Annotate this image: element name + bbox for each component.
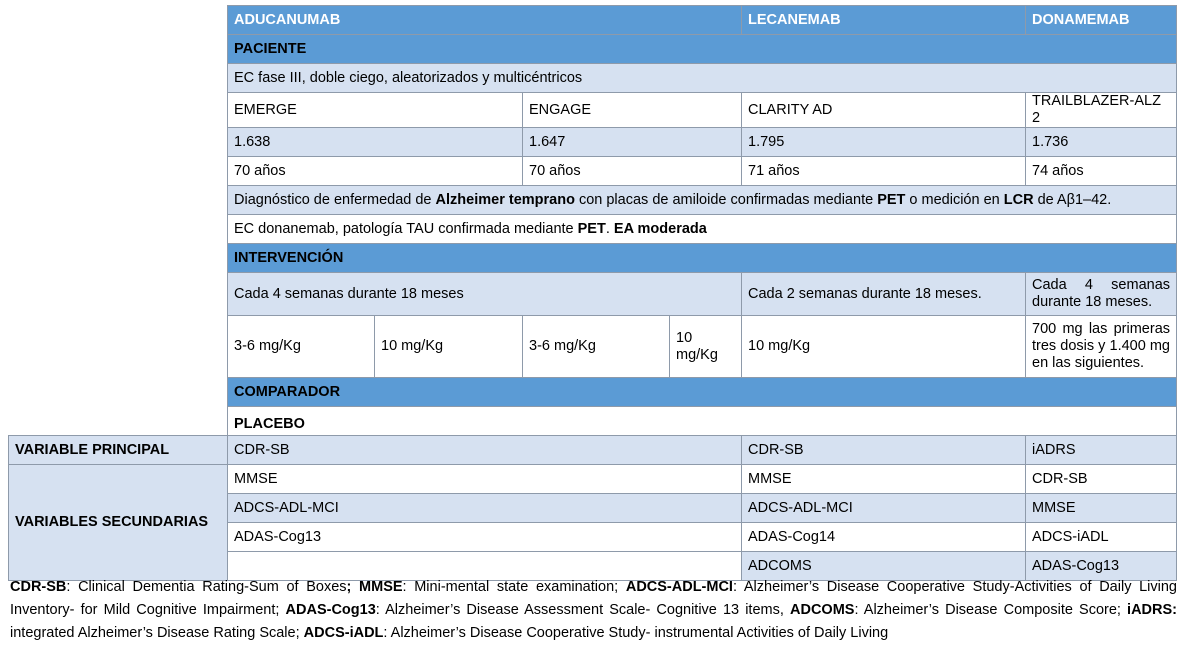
patient-age: 74 años bbox=[1026, 157, 1177, 186]
table-cell: MMSE bbox=[228, 465, 742, 494]
table-row bbox=[9, 157, 1177, 186]
primary-variable-label: VARIABLE PRINCIPAL bbox=[9, 436, 228, 465]
table-row bbox=[9, 407, 1177, 436]
table-cell: ADAS-Cog13 bbox=[1026, 552, 1177, 581]
frequency-aducanumab: Cada 4 semanas durante 18 meses bbox=[228, 273, 742, 316]
patient-count: 1.638 bbox=[228, 128, 523, 157]
comparison-table bbox=[8, 5, 1177, 581]
table-cell: CDR-SB bbox=[1026, 465, 1177, 494]
section-comparador bbox=[9, 378, 1177, 407]
patient-age: 70 años bbox=[228, 157, 523, 186]
header-row bbox=[9, 6, 1177, 35]
table-row bbox=[9, 273, 1177, 316]
table-cell: ADCS-ADL-MCI bbox=[228, 494, 742, 523]
table-cell: CDR-SB bbox=[228, 436, 742, 465]
table-row bbox=[9, 316, 1177, 378]
header-aducanumab: ADUCANUMAB bbox=[228, 6, 742, 35]
patient-age: 70 años bbox=[523, 157, 742, 186]
trial-name: CLARITY AD bbox=[742, 93, 1026, 128]
donanemab-criteria: EC donanemab, patología TAU confirmada mediante PET. EA moderada bbox=[228, 215, 1177, 244]
dose: 10 mg/Kg bbox=[375, 316, 523, 378]
header-lecanemab: LECANEMAB bbox=[742, 6, 1026, 35]
abbr-term: ; MMSE bbox=[346, 579, 403, 595]
table-row bbox=[9, 436, 1177, 465]
frequency-lecanemab: Cada 2 semanas durante 18 meses. bbox=[742, 273, 1026, 316]
dose: 10 mg/Kg bbox=[742, 316, 1026, 378]
table-row bbox=[9, 64, 1177, 93]
table-row bbox=[9, 128, 1177, 157]
abbr-term: ADAS-Cog13 bbox=[285, 602, 376, 618]
abbr-term: CDR-SB bbox=[10, 579, 67, 595]
abbr-term: ADCOMS bbox=[790, 602, 855, 618]
frequency-donanemab: Cada 4 semanas durante 18 meses. bbox=[1026, 273, 1177, 316]
table-cell: ADCS-iADL bbox=[1026, 523, 1177, 552]
abbr-definition: : Alzheimer’s Disease Composite Score; bbox=[854, 602, 1128, 618]
section-title: COMPARADOR bbox=[228, 378, 1177, 407]
abbr-term: ADCS-ADL-MCI bbox=[625, 579, 733, 595]
abbr-definition: integrated Alzheimer’s Disease Rating Scale; bbox=[10, 625, 304, 641]
secondary-variables-label: VARIABLES SECUNDARIAS bbox=[9, 465, 228, 581]
abbr-definition: : Mini-mental state examination; bbox=[402, 579, 626, 595]
trial-name: EMERGE bbox=[228, 93, 523, 128]
comparator-value: PLACEBO bbox=[228, 407, 1177, 436]
abbr-definition: : Alzheimer’s Disease Cooperative Study-Activities of Daily Living Inventory- for Mild Cognitive Impairment; bbox=[10, 579, 1177, 618]
table-cell: ADCOMS bbox=[742, 552, 1026, 581]
dose: 3-6 mg/Kg bbox=[228, 316, 375, 378]
patient-age: 71 años bbox=[742, 157, 1026, 186]
study-design: EC fase III, doble ciego, aleatorizados y multicéntricos bbox=[228, 64, 1177, 93]
abbr-definition: : Clinical Dementia Rating-Sum of Boxes bbox=[66, 579, 347, 595]
table-cell: CDR-SB bbox=[742, 436, 1026, 465]
abbr-term: iADRS: bbox=[1127, 602, 1177, 618]
dose: 3-6 mg/Kg bbox=[523, 316, 670, 378]
patient-count: 1.647 bbox=[523, 128, 742, 157]
patient-count: 1.795 bbox=[742, 128, 1026, 157]
section-paciente bbox=[9, 35, 1177, 64]
section-intervencion bbox=[9, 244, 1177, 273]
dose-donanemab: 700 mg las primeras tres dosis y 1.400 mg en las siguientes. bbox=[1026, 316, 1177, 378]
section-title: INTERVENCIÓN bbox=[228, 244, 1177, 273]
table-row bbox=[9, 186, 1177, 215]
abbr-definition: : Alzheimer’s Disease Cooperative Study- instrumental Activities of Daily Living bbox=[383, 625, 889, 641]
section-title: PACIENTE bbox=[228, 35, 1177, 64]
abbreviations-footnote bbox=[10, 576, 1177, 645]
table-cell: ADCS-ADL-MCI bbox=[742, 494, 1026, 523]
abbr-definition: : Alzheimer’s Disease Assessment Scale- Cognitive 13 items, bbox=[375, 602, 790, 618]
table-cell: iADRS bbox=[1026, 436, 1177, 465]
dose: 10 mg/Kg bbox=[670, 316, 742, 378]
abbr-term: ADCS-iADL bbox=[303, 625, 384, 641]
header-donanemab: DONAMEMAB bbox=[1026, 6, 1177, 35]
table-row bbox=[9, 215, 1177, 244]
patient-count: 1.736 bbox=[1026, 128, 1177, 157]
table-row bbox=[9, 93, 1177, 128]
table-cell: ADAS-Cog13 bbox=[228, 523, 742, 552]
table-cell: MMSE bbox=[1026, 494, 1177, 523]
diagnosis-criteria: Diagnóstico de enfermedad de Alzheimer temprano con placas de amiloide confirmadas mediante PET o medición en LCR de Aβ1–42. bbox=[228, 186, 1177, 215]
table-row bbox=[9, 465, 1177, 494]
trial-name: TRAILBLAZER-ALZ 2 bbox=[1026, 93, 1177, 128]
table-cell: MMSE bbox=[742, 465, 1026, 494]
trial-name: ENGAGE bbox=[523, 93, 742, 128]
table-cell: ADAS-Cog14 bbox=[742, 523, 1026, 552]
